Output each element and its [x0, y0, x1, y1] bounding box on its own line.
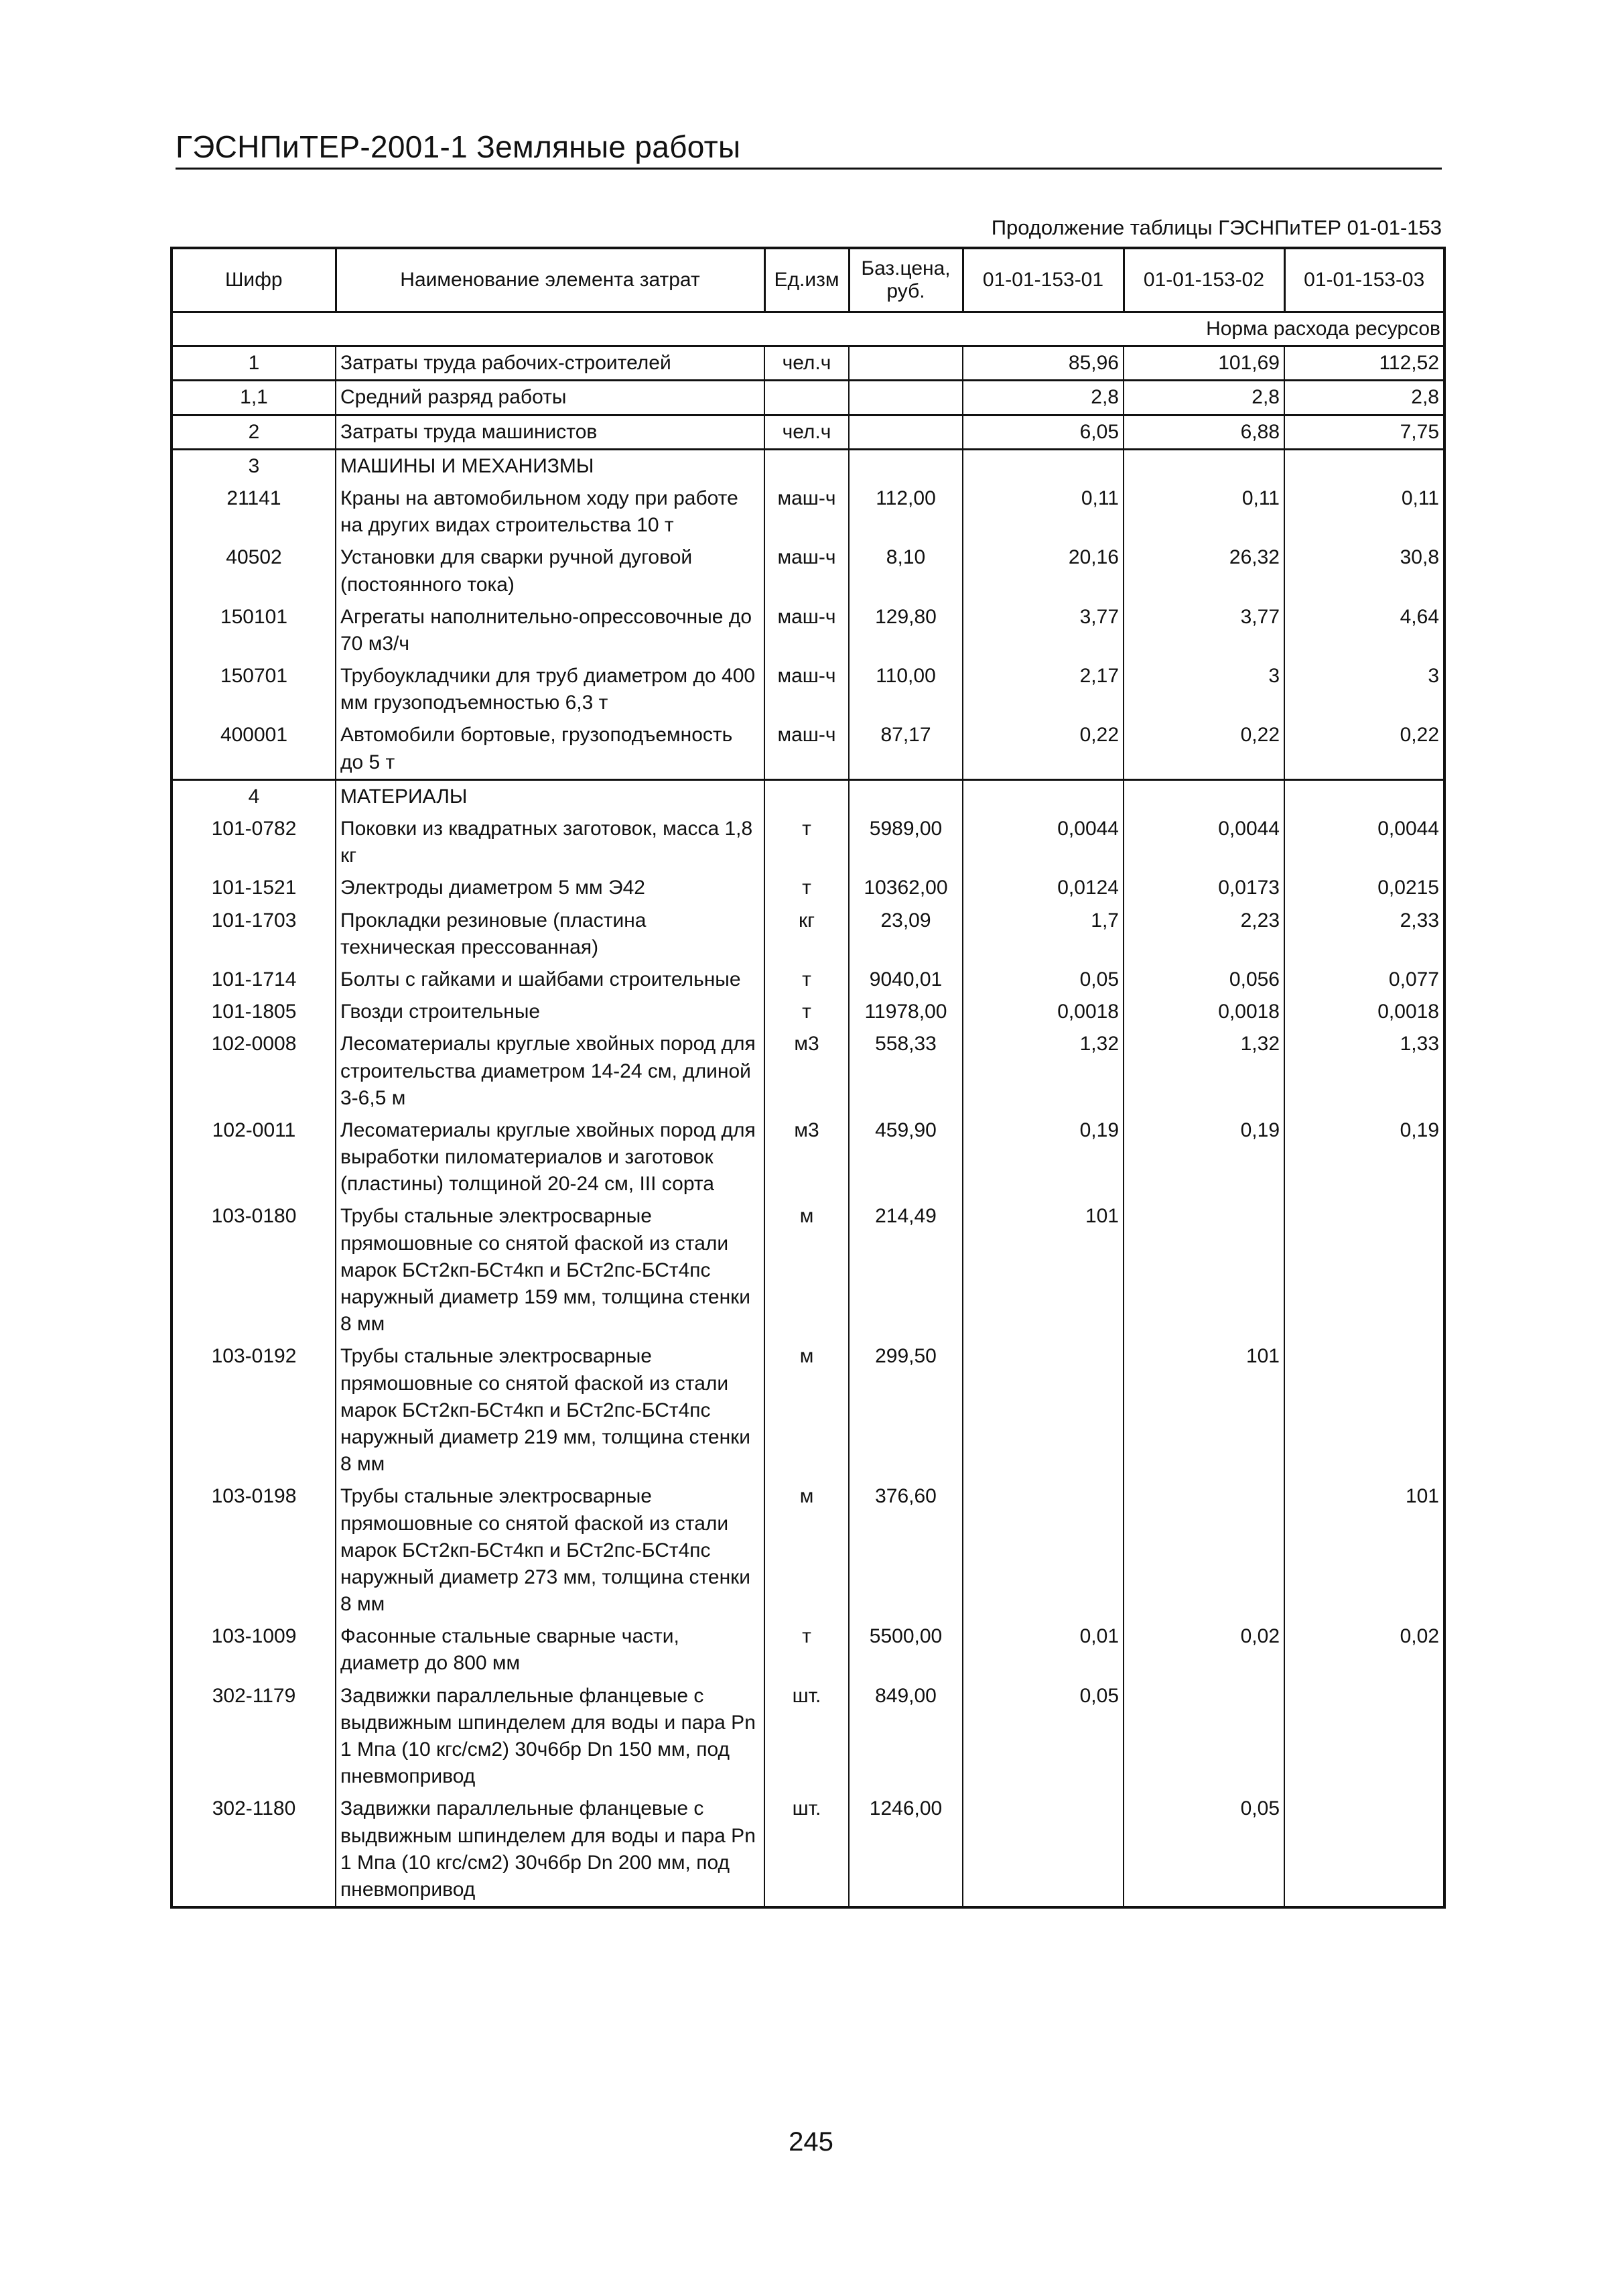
- cell-c1: 0,0044: [963, 813, 1124, 872]
- cell-price: 459,90: [849, 1114, 963, 1201]
- cell-c1: [963, 1793, 1124, 1907]
- table-row: [172, 1340, 1444, 1480]
- cell-code: 150101: [172, 601, 336, 660]
- cell-unit: чел.ч: [764, 346, 849, 381]
- cell-unit: [764, 779, 849, 813]
- page-header-title: ГЭСНПиТЕР-2001-1 Земляные работы: [176, 129, 741, 164]
- cell-unit: шт.: [764, 1793, 849, 1907]
- cell-unit: [764, 449, 849, 483]
- table-row: [172, 449, 1444, 483]
- cell-c3: [1284, 1200, 1444, 1340]
- cell-c2: 0,19: [1124, 1114, 1284, 1201]
- cell-c3: [1284, 1340, 1444, 1480]
- cell-c2: 3,77: [1124, 601, 1284, 660]
- cell-code: 4: [172, 779, 336, 813]
- cell-price: 558,33: [849, 1028, 963, 1114]
- cell-c3: [1284, 1793, 1444, 1907]
- cell-unit: маш-ч: [764, 483, 849, 541]
- cell-unit: маш-ч: [764, 601, 849, 660]
- cell-name: Лесоматериалы круглые хвойных пород для выработки пиломатериалов и заготовок (пластины) толщиной 20-24 см, III сорта: [336, 1114, 764, 1201]
- cell-c3: 0,0044: [1284, 813, 1444, 872]
- cell-name: Электроды диаметром 5 мм Э42: [336, 872, 764, 904]
- cell-code: 103-0198: [172, 1480, 336, 1620]
- cell-c1: 0,01: [963, 1620, 1124, 1679]
- cell-price: 23,09: [849, 905, 963, 964]
- table-row: [172, 1028, 1444, 1114]
- table-row: [172, 996, 1444, 1028]
- cell-c1: 85,96: [963, 346, 1124, 381]
- cell-name: Задвижки параллельные фланцевые с выдвижным шпинделем для воды и пара Pn 1 Мпа (10 кгс/см2) 30ч6бр Dn 150 мм, под пневмопривод: [336, 1680, 764, 1793]
- table-row: [172, 415, 1444, 449]
- cell-c3: 4,64: [1284, 601, 1444, 660]
- col-header-code: Шифр: [172, 248, 336, 312]
- cell-code: 150701: [172, 660, 336, 719]
- cell-c2: 0,0018: [1124, 996, 1284, 1028]
- cell-c1: 0,19: [963, 1114, 1124, 1201]
- cell-c2: 0,22: [1124, 719, 1284, 779]
- cell-price: [849, 381, 963, 415]
- table-row: [172, 483, 1444, 541]
- cell-unit: т: [764, 872, 849, 904]
- cell-c3: 2,8: [1284, 381, 1444, 415]
- table-row: [172, 1793, 1444, 1907]
- header-rule: [176, 168, 1442, 170]
- cell-code: 2: [172, 415, 336, 449]
- cell-price: [849, 779, 963, 813]
- cell-code: 101-1805: [172, 996, 336, 1028]
- cell-c1: [963, 1480, 1124, 1620]
- cell-price: 110,00: [849, 660, 963, 719]
- cell-c3: 7,75: [1284, 415, 1444, 449]
- table-body: [172, 312, 1444, 1908]
- cell-c3: 112,52: [1284, 346, 1444, 381]
- cell-name: Трубы стальные электросварные прямошовные со снятой фаской из стали марок БСт2кп-БСт4кп и БСт2пс-БСт4пс наружный диаметр 219 мм, толщина стенки 8 мм: [336, 1340, 764, 1480]
- table-continuation-caption: Продолжение таблицы ГЭСНПиТЕР 01-01-153: [991, 216, 1442, 239]
- cell-name: Прокладки резиновые (пластина техническая прессованная): [336, 905, 764, 964]
- cell-code: 1,1: [172, 381, 336, 415]
- cell-name: Затраты труда рабочих-строителей: [336, 346, 764, 381]
- cell-unit: маш-ч: [764, 541, 849, 600]
- cell-code: 103-0180: [172, 1200, 336, 1340]
- cell-unit: т: [764, 996, 849, 1028]
- cell-unit: кг: [764, 905, 849, 964]
- cell-name: МАШИНЫ И МЕХАНИЗМЫ: [336, 449, 764, 483]
- table-row: [172, 872, 1444, 904]
- col-header-c1: 01-01-153-01: [963, 248, 1124, 312]
- table-header-row: [172, 248, 1444, 312]
- cell-c2: 2,23: [1124, 905, 1284, 964]
- cell-price: 376,60: [849, 1480, 963, 1620]
- resource-norms-table: [170, 247, 1446, 1909]
- cell-c1: 1,32: [963, 1028, 1124, 1114]
- table-row: [172, 660, 1444, 719]
- cell-c3: 0,0215: [1284, 872, 1444, 904]
- cell-code: 1: [172, 346, 336, 381]
- cell-code: 40502: [172, 541, 336, 600]
- cell-unit: м: [764, 1480, 849, 1620]
- cell-unit: м: [764, 1200, 849, 1340]
- cell-price: 214,49: [849, 1200, 963, 1340]
- cell-price: 112,00: [849, 483, 963, 541]
- table-row: [172, 779, 1444, 813]
- cell-c2: 0,056: [1124, 964, 1284, 996]
- cell-price: 129,80: [849, 601, 963, 660]
- cell-c1: [963, 779, 1124, 813]
- cell-name: МАТЕРИАЛЫ: [336, 779, 764, 813]
- table-row: [172, 964, 1444, 996]
- cell-code: 400001: [172, 719, 336, 779]
- cell-c3: 0,02: [1284, 1620, 1444, 1679]
- cell-c3: 0,077: [1284, 964, 1444, 996]
- cell-name: Гвозди строительные: [336, 996, 764, 1028]
- cell-c2: 6,88: [1124, 415, 1284, 449]
- cell-c3: [1284, 779, 1444, 813]
- cell-code: 21141: [172, 483, 336, 541]
- cell-price: 299,50: [849, 1340, 963, 1480]
- cell-code: 103-1009: [172, 1620, 336, 1679]
- cell-price: 8,10: [849, 541, 963, 600]
- page-number: 245: [789, 2127, 833, 2157]
- cell-c3: [1284, 449, 1444, 483]
- cell-c2: [1124, 449, 1284, 483]
- table-row: [172, 905, 1444, 964]
- cell-price: 11978,00: [849, 996, 963, 1028]
- cell-c1: 3,77: [963, 601, 1124, 660]
- table-row: [172, 1480, 1444, 1620]
- cell-name: Установки для сварки ручной дуговой (постоянного тока): [336, 541, 764, 600]
- cell-code: 101-1521: [172, 872, 336, 904]
- table-row: [172, 813, 1444, 872]
- cell-c3: 30,8: [1284, 541, 1444, 600]
- cell-unit: т: [764, 1620, 849, 1679]
- cell-c1: 6,05: [963, 415, 1124, 449]
- cell-c2: 2,8: [1124, 381, 1284, 415]
- cell-c2: 0,0173: [1124, 872, 1284, 904]
- cell-unit: т: [764, 813, 849, 872]
- cell-unit: т: [764, 964, 849, 996]
- cell-price: [849, 346, 963, 381]
- cell-code: 103-0192: [172, 1340, 336, 1480]
- cell-unit: маш-ч: [764, 719, 849, 779]
- cell-unit: м: [764, 1340, 849, 1480]
- norma-label: Норма расхода ресурсов: [172, 312, 1444, 346]
- cell-unit: шт.: [764, 1680, 849, 1793]
- cell-c1: [963, 1340, 1124, 1480]
- cell-name: Поковки из квадратных заготовок, масса 1,8 кг: [336, 813, 764, 872]
- cell-name: Агрегаты наполнительно-опрессовочные до 70 м3/ч: [336, 601, 764, 660]
- cell-c1: 0,11: [963, 483, 1124, 541]
- col-header-name: Наименование элемента затрат: [336, 248, 764, 312]
- cell-c2: 0,05: [1124, 1793, 1284, 1907]
- col-header-c3: 01-01-153-03: [1284, 248, 1444, 312]
- table-row: [172, 1114, 1444, 1201]
- cell-c1: 2,17: [963, 660, 1124, 719]
- cell-price: 849,00: [849, 1680, 963, 1793]
- cell-c2: [1124, 1680, 1284, 1793]
- cell-c2: 101,69: [1124, 346, 1284, 381]
- cell-c1: 0,0124: [963, 872, 1124, 904]
- cell-c2: 0,0044: [1124, 813, 1284, 872]
- cell-code: 3: [172, 449, 336, 483]
- cell-name: Автомобили бортовые, грузоподъемность до 5 т: [336, 719, 764, 779]
- cell-c2: 0,11: [1124, 483, 1284, 541]
- table-row: [172, 719, 1444, 779]
- cell-code: 302-1179: [172, 1680, 336, 1793]
- cell-c1: 101: [963, 1200, 1124, 1340]
- cell-c1: 0,22: [963, 719, 1124, 779]
- table-row: [172, 1200, 1444, 1340]
- cell-c1: 0,0018: [963, 996, 1124, 1028]
- table-row: [172, 541, 1444, 600]
- cell-price: 5500,00: [849, 1620, 963, 1679]
- cell-unit: маш-ч: [764, 660, 849, 719]
- cell-c1: 0,05: [963, 964, 1124, 996]
- cell-c2: 1,32: [1124, 1028, 1284, 1114]
- table-row: [172, 601, 1444, 660]
- table-row: [172, 346, 1444, 381]
- cell-price: [849, 449, 963, 483]
- cell-c1: 2,8: [963, 381, 1124, 415]
- cell-code: 101-1703: [172, 905, 336, 964]
- cell-name: Трубоукладчики для труб диаметром до 400 мм грузоподъемностью 6,3 т: [336, 660, 764, 719]
- cell-c2: 101: [1124, 1340, 1284, 1480]
- cell-name: Лесоматериалы круглые хвойных пород для строительства диаметром 14-24 см, длиной 3-6,5 м: [336, 1028, 764, 1114]
- cell-c2: 0,02: [1124, 1620, 1284, 1679]
- col-header-price: Баз.цена, руб.: [849, 248, 963, 312]
- cell-code: 102-0008: [172, 1028, 336, 1114]
- cell-name: Фасонные стальные сварные части, диаметр до 800 мм: [336, 1620, 764, 1679]
- cell-price: 5989,00: [849, 813, 963, 872]
- norma-row: [172, 312, 1444, 346]
- cell-name: Затраты труда машинистов: [336, 415, 764, 449]
- cell-unit: м3: [764, 1028, 849, 1114]
- cell-c2: [1124, 1480, 1284, 1620]
- cell-name: Задвижки параллельные фланцевые с выдвижным шпинделем для воды и пара Pn 1 Мпа (10 кгс/см2) 30ч6бр Dn 200 мм, под пневмопривод: [336, 1793, 764, 1907]
- cell-price: 87,17: [849, 719, 963, 779]
- cell-unit: м3: [764, 1114, 849, 1201]
- table-row: [172, 1680, 1444, 1793]
- cell-c1: 0,05: [963, 1680, 1124, 1793]
- cell-c2: 3: [1124, 660, 1284, 719]
- cell-code: 102-0011: [172, 1114, 336, 1201]
- cell-price: 1246,00: [849, 1793, 963, 1907]
- cell-code: 302-1180: [172, 1793, 336, 1907]
- table-row: [172, 381, 1444, 415]
- cell-code: 101-0782: [172, 813, 336, 872]
- cell-c3: 2,33: [1284, 905, 1444, 964]
- cell-c3: 0,0018: [1284, 996, 1444, 1028]
- cell-name: Средний разряд работы: [336, 381, 764, 415]
- cell-c2: 26,32: [1124, 541, 1284, 600]
- cell-c2: [1124, 779, 1284, 813]
- cell-c3: 0,11: [1284, 483, 1444, 541]
- cell-name: Трубы стальные электросварные прямошовные со снятой фаской из стали марок БСт2кп-БСт4кп и БСт2пс-БСт4пс наружный диаметр 159 мм, толщина стенки 8 мм: [336, 1200, 764, 1340]
- cell-c2: [1124, 1200, 1284, 1340]
- cell-name: Болты с гайками и шайбами строительные: [336, 964, 764, 996]
- cell-price: 10362,00: [849, 872, 963, 904]
- cell-name: Краны на автомобильном ходу при работе на других видах строительства 10 т: [336, 483, 764, 541]
- cell-name: Трубы стальные электросварные прямошовные со снятой фаской из стали марок БСт2кп-БСт4кп и БСт2пс-БСт4пс наружный диаметр 273 мм, толщина стенки 8 мм: [336, 1480, 764, 1620]
- cell-c3: 101: [1284, 1480, 1444, 1620]
- cell-price: 9040,01: [849, 964, 963, 996]
- cell-c3: 3: [1284, 660, 1444, 719]
- cell-price: [849, 415, 963, 449]
- cell-c3: 0,19: [1284, 1114, 1444, 1201]
- cell-c3: 1,33: [1284, 1028, 1444, 1114]
- cell-unit: [764, 381, 849, 415]
- table-row: [172, 1620, 1444, 1679]
- cell-c1: [963, 449, 1124, 483]
- cell-c1: 1,7: [963, 905, 1124, 964]
- cell-code: 101-1714: [172, 964, 336, 996]
- cell-unit: чел.ч: [764, 415, 849, 449]
- col-header-unit: Ед.изм: [764, 248, 849, 312]
- col-header-c2: 01-01-153-02: [1124, 248, 1284, 312]
- cell-c3: [1284, 1680, 1444, 1793]
- cell-c1: 20,16: [963, 541, 1124, 600]
- cell-c3: 0,22: [1284, 719, 1444, 779]
